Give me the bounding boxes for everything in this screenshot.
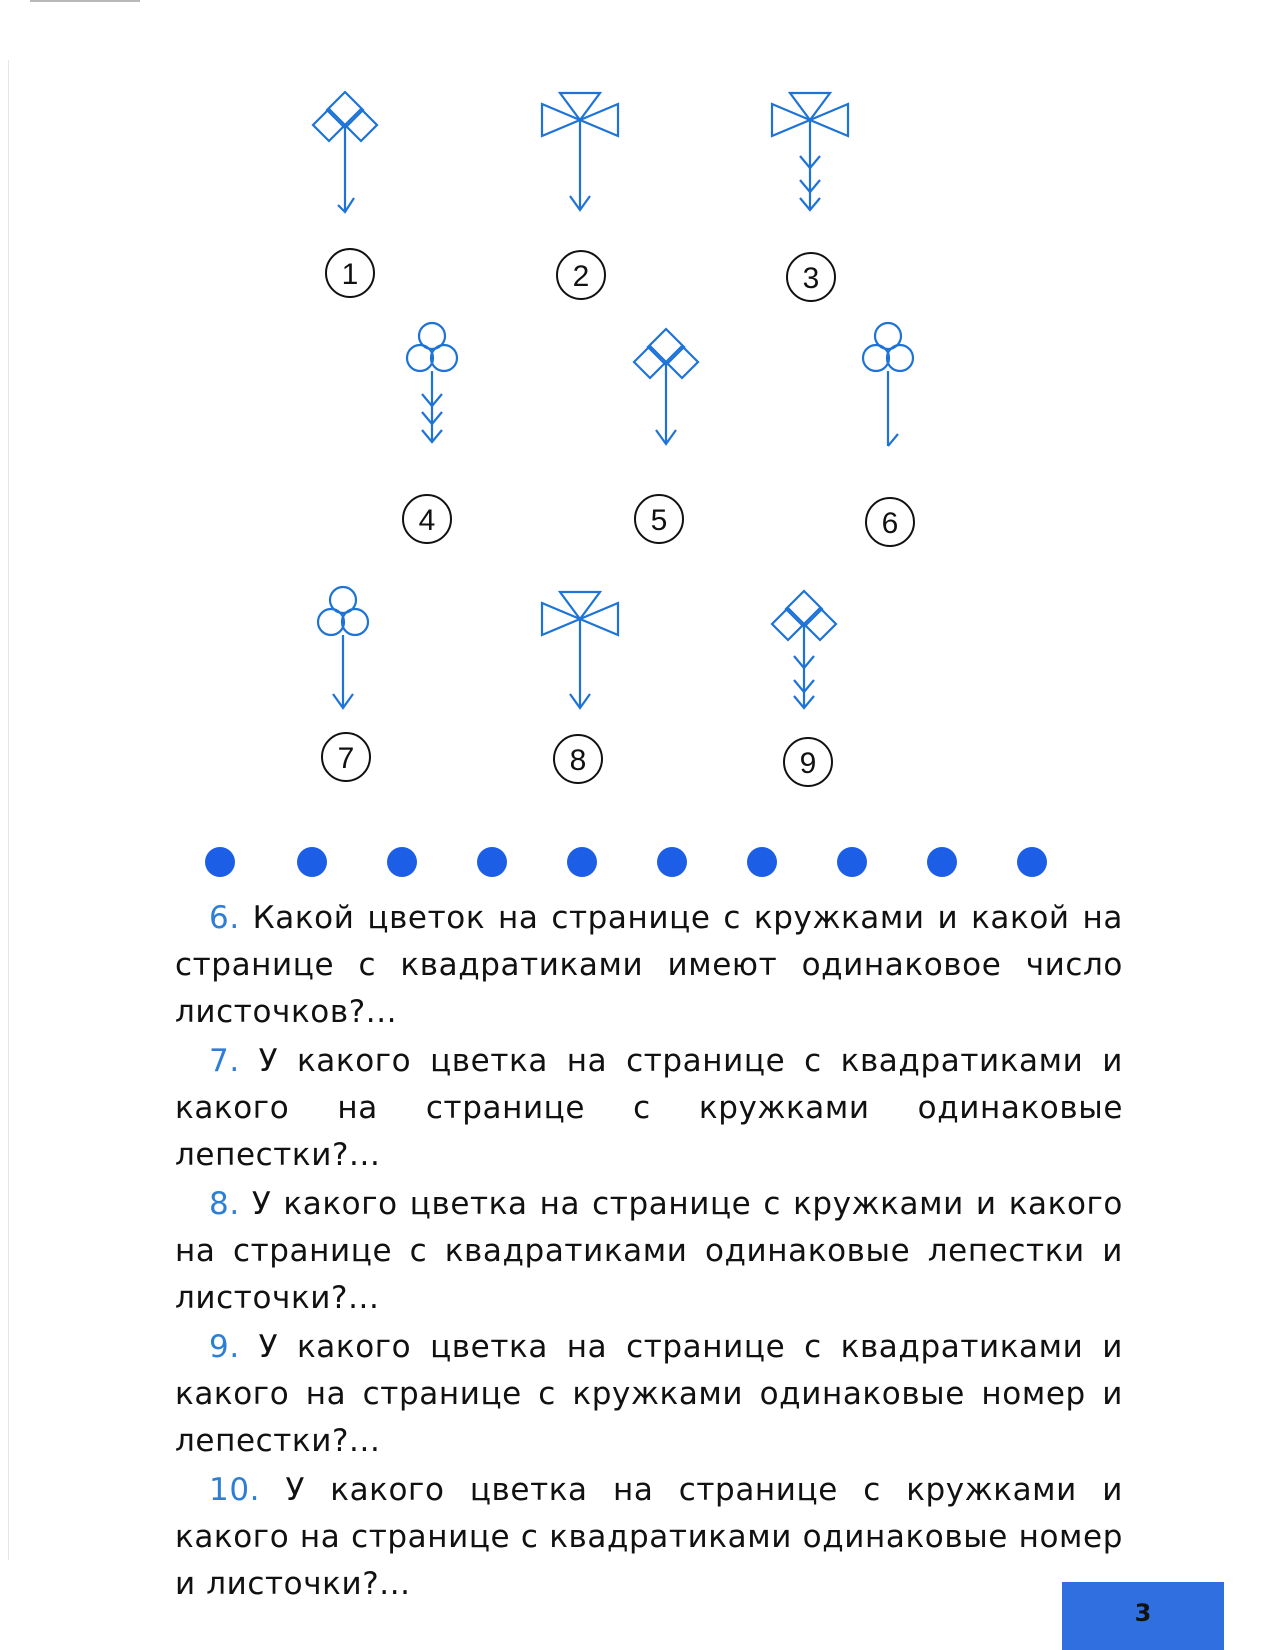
divider-dot — [477, 847, 507, 877]
svg-text:6: 6 — [881, 507, 899, 540]
number-badge-6 — [866, 498, 914, 546]
svg-text:3: 3 — [802, 262, 820, 295]
dot-divider — [205, 847, 1105, 887]
question-text: Какой цветок на странице с кружками и какой на странице с квадратиками имеют одинаковое число листочков?... — [175, 900, 1123, 1030]
divider-dot — [297, 847, 327, 877]
svg-text:5: 5 — [650, 504, 668, 537]
svg-text:2: 2 — [572, 260, 590, 293]
flower-8 — [542, 592, 618, 708]
divider-dot — [927, 847, 957, 877]
svg-text:7: 7 — [337, 742, 355, 775]
question-text: У какого цветка на странице с квадратиками и какого на странице с кружками одинаковые номер и лепестки?... — [175, 1329, 1123, 1459]
question-number: 8. — [209, 1186, 240, 1222]
question-text: У какого цветка на странице с кружками и какого на странице с квадратиками одинаковые номер и листочки?... — [175, 1472, 1123, 1602]
svg-text:4: 4 — [418, 504, 436, 537]
question-number: 7. — [209, 1043, 240, 1079]
divider-dot — [567, 847, 597, 877]
flower-2 — [542, 93, 618, 210]
question-8 — [175, 1181, 1123, 1322]
question-9 — [175, 1324, 1123, 1465]
question-6 — [175, 895, 1123, 1036]
flower-7 — [318, 587, 368, 708]
flower-3 — [772, 93, 848, 210]
divider-dot — [387, 847, 417, 877]
question-number: 6. — [209, 900, 240, 936]
question-text: У какого цветка на странице с квадратиками и какого на странице с кружками одинаковые лепестки?... — [175, 1043, 1123, 1173]
number-badge-9 — [784, 738, 832, 786]
number-badge-8 — [554, 735, 602, 783]
flower-4 — [407, 323, 457, 442]
divider-dot — [205, 847, 235, 877]
svg-text:9: 9 — [799, 747, 817, 780]
flower-5 — [634, 329, 698, 444]
number-badge-5 — [635, 495, 683, 543]
svg-text:1: 1 — [341, 258, 359, 291]
question-10 — [175, 1467, 1123, 1608]
flower-6 — [863, 323, 913, 446]
flower-9 — [772, 591, 836, 708]
question-number: 10. — [209, 1472, 261, 1508]
divider-dot — [1017, 847, 1047, 877]
question-list — [175, 895, 1123, 1610]
divider-dot — [747, 847, 777, 877]
divider-dot — [837, 847, 867, 877]
number-badge-2 — [557, 251, 605, 299]
svg-text:8: 8 — [569, 744, 587, 777]
number-badge-1 — [326, 249, 374, 297]
page-number: 3 — [1062, 1582, 1224, 1650]
flower-1 — [313, 92, 377, 212]
number-badge-4 — [403, 495, 451, 543]
question-7 — [175, 1038, 1123, 1179]
question-number: 9. — [209, 1329, 240, 1365]
question-text: У какого цветка на странице с кружками и какого на странице с квадратиками одинаковые лепестки и листочки?... — [175, 1186, 1123, 1316]
number-badge-3 — [787, 253, 835, 301]
number-badge-7 — [322, 733, 370, 781]
divider-dot — [657, 847, 687, 877]
